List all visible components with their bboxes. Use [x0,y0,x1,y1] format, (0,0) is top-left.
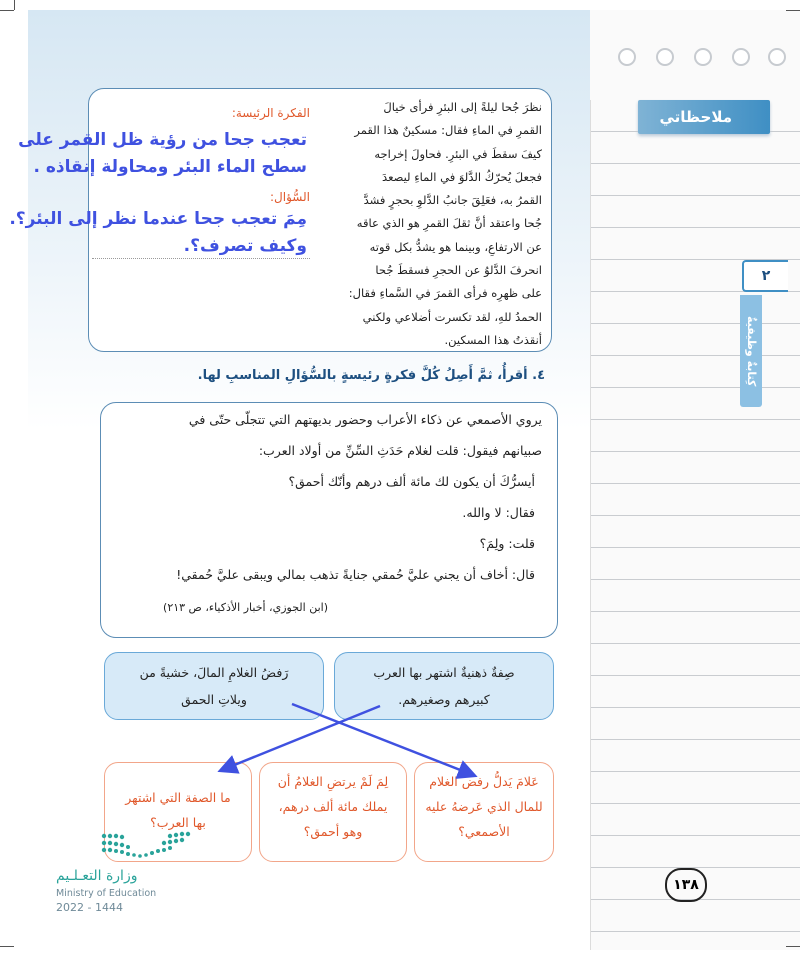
question-card-line: ما الصفة التي اشتهر [125,790,231,805]
story-line: على ظهرِه فرأى القمرَ في السَّماءِ فقال: [348,286,542,301]
ministry-name-en: Ministry of Education [56,888,157,899]
story-line: القمرِ في الماءِ فقال: مسكينٌ هذا القمر [354,123,542,138]
story-line: نظرَ جُحا ليلةً إلى البئرِ فرأى خيالَ [383,100,542,114]
story-line: انحرفَ الدَّلوُ عن الحجرِ فسقطَ جُحا [375,263,542,278]
passage-line: يروي الأصمعي عن ذكاء الأعراب وحضور بديهتهم التي تتجلّى حتّى في [188,412,542,427]
story-line: الحمدُ للهِ، لقد تكسرت أضلاعي ولكني [362,309,542,324]
question-card-line: للمال الذي عَرضهُ عليه [425,799,543,814]
question-card-line: لِمَ لَمْ يرتضِ الغلامُ أن [277,774,389,789]
story-line: فجعلَ يُحرّكُ الدَّلوَ في الماءِ ليصعدَ [382,169,542,184]
idea-card-line: رَفضُ الغلامِ المالَ، خشيةً من [139,665,289,680]
passage-line: قال: أخاف أن يجني عليَّ حُمقي جنايةً تذهب بمالي ويبقى عليَّ حُمقي! [176,567,535,582]
citation: (ابن الجوزي، أخبار الأذكياء، ص ٢١٣) [163,601,328,614]
passage-line: صبيانهم فيقول: قلت لغلام حَدَثِ السِّنِّ من أولاد العرب: [258,443,542,458]
question-answer-line: مِمَ تعجب جحا عندما نظر إلى البئر؟. [9,209,307,229]
story-line: جُحا واعتقد أنَّ ثقلَ القمرِ هو الذي عاقه [356,216,542,231]
idea-card-line: كبيرهم وصغيرهم. [398,692,490,707]
question-card-line: الأصمعي؟ [458,824,510,839]
story-line: عن الارتفاعِ، وبينما هو يشدُّ بكل قوته [369,239,542,254]
story-line: القمرُ به، فعَلِقَ جانبُ الدَّلوِ بحجرٍ فشدَّ [363,193,542,208]
edition-year: 2022 - 1444 [56,901,123,914]
passage-line: قلت: ولِمَ؟ [479,536,535,551]
connector-arrow [292,704,473,775]
question-card-line: وهو أحمق؟ [303,824,363,839]
connector-arrow [222,706,380,770]
question-answer-line: وكيف تصرف؟. [183,236,307,256]
unit-label: كِتابةٌ وظيفيةٌ [740,295,762,407]
passage-line: فقال: لا والله. [462,505,535,520]
ministry-logo-icon [98,828,194,862]
chapter-number: ٢ [742,260,788,292]
question-card-line: بها العرب؟ [150,815,206,830]
main-idea-label: الفكرة الرئيسة: [231,106,310,120]
idea-card-line: ويلاتِ الحمق [181,692,247,707]
main-idea-answer-line: سطح الماء البئر ومحاولة إنقاذه . [33,157,307,177]
question-card-line: عَلامَ يَدلُّ رفض الغلام [429,774,539,789]
exercise-title: ٤. أقرأُ، ثمَّ أَصِلُ كُلَّ فكرةٍ رئيسةٍ بالسُّؤالِ المناسبِ لها. [197,368,545,383]
idea-card-line: صِفةٌ ذهنيةٌ اشتهر بها العرب [373,665,515,680]
notes-title: ملاحظاتي [638,100,770,134]
story-line: أنقذتُ هذا المسكين. [444,332,542,347]
passage-line: أيسرُّكَ أن يكون لك مائة ألف درهم وأنّك أحمق؟ [288,474,535,489]
page-number: ١٣٨ [665,868,707,902]
ministry-name-ar: وزارة التعـلـيم [56,868,138,884]
question-card-line: يملك مائة ألف درهم، [278,799,388,814]
main-idea-answer-line: تعجب جحا من رؤية ظل القمر على [18,130,307,150]
story-line: كيفَ سقطَ في البئرِ. فحاولَ إخراجه [374,146,542,161]
question-label: السُّؤال: [270,190,310,204]
